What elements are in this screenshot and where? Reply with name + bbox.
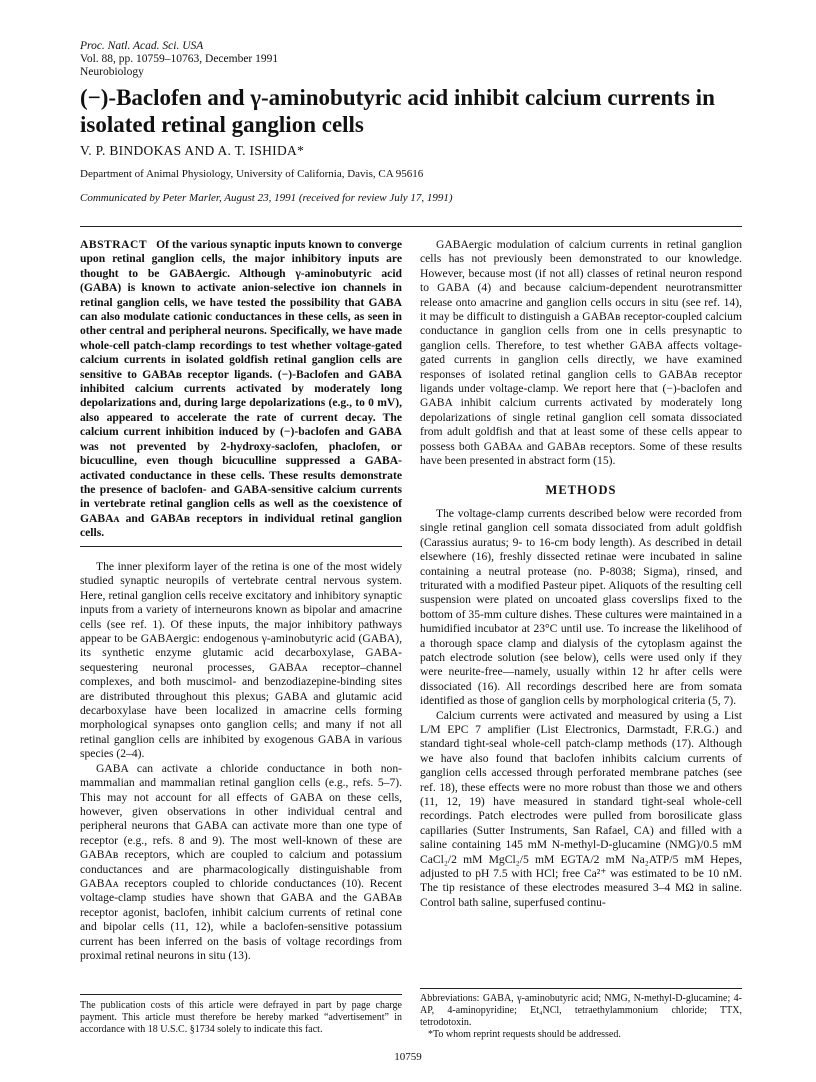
right-column [420,238,742,910]
page-number: 10759 [394,1051,422,1063]
methods-paragraph-2: Calcium currents were activated and measured by using a List L/M EPC 7 amplifier (List Electronics, Darmstadt, F.R.G.) and standard tight-seal whole-cell patch-clamp methods (17). Although we have also found that baclofen inhibits calcium currents of ganglion cells accessed through perforated membrane patches (see ref. 18), these effects were no more robust than those we and others (11, 12, 19) have measured in standard tight-seal whole-cell recordings. Patch electrodes were pulled from borosilicate glass capillaries (Sutter Instruments, San Rafael, CA) and filled with a saline containing 145 mM N-methyl-D-glucamine (NMG)/0.5 mM CaCl₂/2 mM MgCl₂/5 mM EGTA/2 mM Na₂ATP/5 mM Hepes, adjusted to pH 7.5 with HCl; free Ca²⁺ was estimated to be 10 nM. The tip resistance of these electrodes measured 3–4 MΩ in saline. Control bath saline, superfused continu- [420,708,742,909]
header-divider [80,226,742,227]
journal-name: Proc. Natl. Acad. Sci. USA [80,40,204,52]
abstract [80,238,402,541]
abbreviations-footnote [420,993,742,1041]
intro-paragraph-1: The inner plexiform layer of the retina is one of the most widely studied synaptic neuropils of vertebrate central nervous system. Here, retinal ganglion cells receive excitatory and inhibitory synaptic inputs from a variety of interneurons known as bipolar and amacrine cells (see ref. 1). Of these inputs, the major inhibitory pathways appear to be GABAergic: endogenous γ-aminobutyric acid (GABA), its synthetic enzyme glutamic acid decarboxylase, GABA-sequestering neuronal processes, GABAᴀ receptor–channel complexes, and both muscimol- and benzodiazepine-binding sites are distributed throughout this plexus; GABA and glutamic acid decarboxylase have been localized in amacrine cells forming morphological synapses onto ganglion cells; and many if not all retinal ganglion cells are inhibited by exogenous GABA in various species (2–4). [80,560,402,761]
affiliation: Department of Animal Physiology, University of California, Davis, CA 95616 [80,168,424,180]
intro-paragraph-2: GABA can activate a chloride conductance in both non-mammalian and mammalian retinal ganglion cells (e.g., refs. 5–7). This may not account for all effects of GABA on these cells, however, given observations in other individual central and peripheral neurons that GABA can activate more than one type of receptor (e.g., refs. 8 and 9). The most well-known of these are GABAʙ receptors, which are coupled to calcium and potassium conductances and are pharmacologically distinguishable from GABAᴀ receptors coupled to chloride conductances (10). Recent voltage-clamp studies have shown that GABA and the GABAʙ receptor agonist, baclofen, inhibit calcium currents of retinal cone and bipolar cells (11, 12), while a baclofen-sensitive potassium current has been inferred on the basis of voltage recordings from proximal retinal neurons in situ (13). [80,761,402,962]
abstract-label: ABSTRACT [80,238,148,251]
footnote-divider-right [420,988,742,989]
footnote-divider-left [80,994,402,995]
publication-cost-footnote: The publication costs of this article were defrayed in part by page charge payment. This article must therefore be hereby marked “advertisement” in accordance with 18 U.S.C. §1734 solely to indicate this fact. [80,1000,402,1035]
paper-title: (−)-Baclofen and γ-aminobutyric acid inhibit calcium currents in isolated retinal ganglion cells [80,85,715,137]
communicated-line: Communicated by Peter Marler, August 23, 1991 (received for review July 17, 1991) [80,192,453,204]
authors: V. P. BINDOKAS AND A. T. ISHIDA* [80,143,305,158]
section-name: Neurobiology [80,66,144,78]
abbreviations-text: Abbreviations: GABA, γ-aminobutyric acid; NMG, N-methyl-D-glucamine; 4-AP, 4-aminopyridine; Et₄NCl, tetraethylammonium chloride; TTX, tetrodotoxin. [420,993,742,1028]
intro-paragraph-3: GABAergic modulation of calcium currents in retinal ganglion cells has not previously been demonstrated to our knowledge. However, because most (if not all) classes of retinal neuron respond to GABA (4) and because calcium-dependent neurotransmitter release onto amacrine and ganglion cells occurs in situ (see ref. 14), it may be difficult to distinguish a GABAʙ receptor-coupled calcium conductance in ganglion cells from one in cells presynaptic to ganglion cells. Therefore, to test whether GABA affects voltage-gated currents in ganglion cells directly, we have examined responses of isolated retinal ganglion cells to GABAʙ receptor ligands under voltage-clamp. We report here that (−)-baclofen and GABA inhibit calcium currents activated by moderately long depolarizations of single retinal ganglion cell somata dissociated from adult goldfish and that at least some of these cells appear to possess both GABAᴀ and GABAʙ receptors. Some of these results have been presented in abstract form (15). [420,238,742,468]
abstract-text: Of the various synaptic inputs known to converge upon retinal ganglion cells, the major inhibitory inputs are thought to be GABAergic. Although γ-aminobutyric acid (GABA) is known to activate anion-selective ion channels in retinal ganglion cells, we have tested the possibility that GABA can also modulate cationic conductances in these cells, as seen in other central and peripheral neurons. Specifically, we have made whole-cell patch-clamp recordings to test whether voltage-gated calcium currents in isolated goldfish retinal ganglion cells are sensitive to GABAʙ receptor ligands. (−)-Baclofen and GABA inhibited calcium currents activated by moderately long depolarizations and, during large depolarizations (e.g., to 0 mV), also appeared to accelerate the rate of current decay. The calcium current inhibition induced by (−)-baclofen and GABA was not prevented by 2-hydroxy-saclofen, phaclofen, or bicuculline, even though bicuculline suppressed a GABA-activated conductance in these cells. These results demonstrate the presence of baclofen- and GABA-sensitive calcium currents in vertebrate retinal ganglion cells as well as the coexistence of GABAᴀ and GABAʙ receptors in individual retinal ganglion cells. [80,238,402,540]
methods-heading: METHODS [545,482,617,497]
volume-line: Vol. 88, pp. 10759–10763, December 1991 [80,53,279,65]
journal-header [80,40,278,79]
correspondence-note: *To whom reprint requests should be addressed. [428,1029,621,1040]
abstract-divider [80,546,402,547]
methods-paragraph-1: The voltage-clamp currents described below were recorded from single retinal ganglion cell somata dissociated from adult goldfish (Carassius auratus; 9- to 16-cm body length). As described in detail elsewhere (16), freshly dissected retinae were incubated in saline containing a neutral protease (no. P-8038; Sigma), rinsed, and triturated with a modified Pasteur pipet. Aliquots of the resulting cell suspension were plated on uncoated glass coverslips fixed to the bottom of 35-mm culture dishes. These cultures were maintained in a humidified incubator at 23°C until use. To increase the likelihood of a thorough space clamp and dialysis of the cytoplasm against the patch electrode solution (see below), cells were used only if they were neurite-free—namely, usually within 12 hr after cells were dissociated (16). All recordings described here are from somata identified as those of ganglion cells by morphological criteria (5, 7). [420,506,742,708]
intro-left-column [80,560,402,963]
